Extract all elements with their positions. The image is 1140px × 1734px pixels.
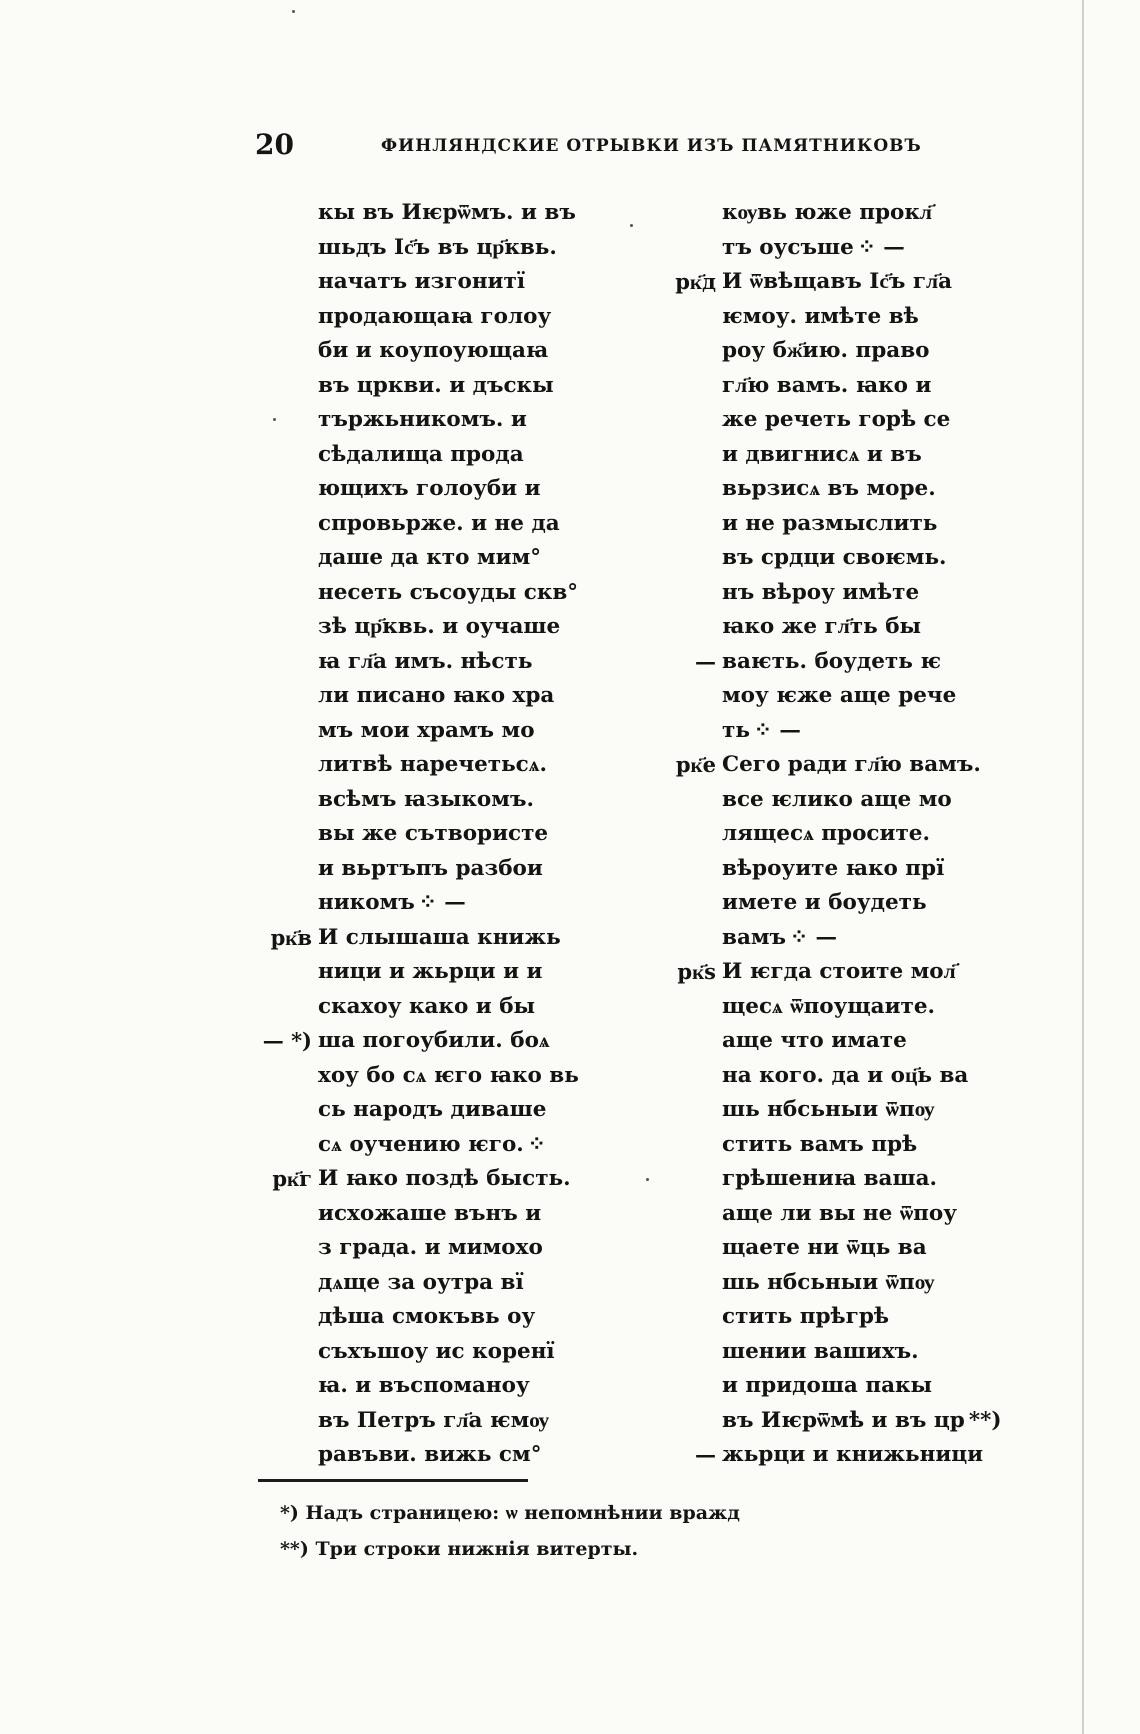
verse-marker: рк҃в (270, 924, 312, 950)
text-line (722, 576, 1002, 611)
line-text: всѣмъ ꙗзыкомъ. (318, 786, 534, 812)
line-text: щаете ни ѿць ва (722, 1235, 927, 1260)
line-text: литвѣ наречетьсѧ. (318, 752, 548, 777)
line-text: аще ли вы не ѿпоу (722, 1200, 957, 1226)
line-text: тържьникомъ. и (318, 407, 527, 432)
line-trail-mark: ⁘ — (418, 890, 466, 915)
line-text: все ѥлико аще мо (722, 786, 952, 812)
text-line (722, 1369, 1002, 1404)
footnote-1: *) Надъ страницею: ѡ непомнѣнии вражд (280, 1502, 740, 1524)
line-text: кѹвь юже прокл҃ (722, 200, 932, 225)
text-line (318, 369, 579, 404)
line-text: мъ мои храмъ мо (318, 717, 535, 743)
line-text: вѣроуите ꙗко прї (722, 855, 945, 881)
text-line (722, 231, 1002, 266)
line-text: исхожаше вънъ и (318, 1200, 542, 1226)
line-text: вамъ (722, 924, 787, 950)
text-line (722, 817, 1002, 852)
text-line (318, 1266, 579, 1301)
line-text: шьдъ Іс҃ъ въ цр҃квь. (318, 234, 557, 260)
text-line (722, 1024, 1002, 1059)
text-line (318, 300, 579, 335)
line-text: въ срдци своѥмь. (722, 545, 947, 570)
line-text: ꙗко же гл҃ть бы (722, 614, 922, 639)
text-line (722, 403, 1002, 438)
text-line (318, 1093, 579, 1128)
text-line (318, 196, 579, 231)
text-line (722, 472, 1002, 507)
text-line (318, 645, 579, 680)
verse-marker: рк҃е (675, 752, 716, 777)
text-line (695, 645, 1002, 680)
line-text: на кого. да и оц҃ь ва (722, 1062, 969, 1088)
text-line (675, 748, 1002, 783)
line-text: лящесѧ просите. (722, 821, 930, 846)
text-line (722, 679, 1002, 714)
line-text: скахоу како и бы (318, 993, 536, 1019)
line-text: продающаꙗ голоу (318, 303, 552, 329)
line-text: даше да кто мим° (318, 545, 541, 570)
text-line (318, 714, 579, 749)
line-text: грѣшениꙗ ваша. (722, 1166, 937, 1191)
line-trail-mark: ⁘ — (790, 924, 838, 950)
line-text: и двигнисѧ и въ (722, 441, 922, 467)
line-text: жьрци и книжьници (722, 1442, 984, 1467)
text-line (318, 1128, 579, 1163)
text-line (318, 1231, 579, 1266)
text-line (318, 1404, 579, 1439)
text-line (318, 265, 579, 300)
text-line (722, 1231, 1002, 1266)
text-line (722, 921, 1002, 956)
line-text: моу ѥже аще рече (722, 683, 957, 708)
line-text: гл҃ю вамъ. ꙗко и (722, 372, 932, 398)
text-line (318, 403, 579, 438)
line-text: имете и боудеть (722, 890, 927, 915)
text-line (318, 231, 579, 266)
line-text: вьрзисѧ въ море. (722, 476, 936, 501)
line-text: роу бж҃ию. право (722, 338, 930, 363)
line-text: ꙗ гл҃а имъ. нѣсть (318, 648, 533, 674)
text-line (722, 852, 1002, 887)
line-text: ꙗ. и въспоманоу (318, 1373, 530, 1398)
line-text: ша погоубили. боѧ (318, 1028, 550, 1053)
line-text: И ꙗко поздѣ бысть. (318, 1166, 571, 1191)
line-text: шении вашихъ. (722, 1338, 919, 1364)
text-line (272, 1162, 579, 1197)
page-number: 20 (255, 128, 294, 161)
print-speck (646, 1178, 649, 1181)
text-line (675, 265, 1002, 300)
line-text: въ Иѥрѿмѣ и въ цр (722, 1407, 965, 1433)
line-trail-mark: **) (968, 1407, 1002, 1433)
line-text: и не размыслить (722, 510, 938, 536)
text-line (722, 1404, 1002, 1439)
print-speck (630, 224, 633, 227)
line-text: никомъ (318, 890, 415, 915)
line-text: аще что имате (722, 1028, 907, 1053)
line-text: ваѥть. боудеть ѥ (722, 648, 942, 674)
text-line (722, 438, 1002, 473)
line-text: тъ оусъше (722, 234, 854, 260)
print-speck (292, 10, 295, 13)
text-line (722, 1128, 1002, 1163)
line-text: вы же сътвористе (318, 821, 549, 846)
line-text: несеть съсоуды скв° (318, 579, 579, 605)
line-text: зѣ цр҃квь. и оучаше (318, 614, 561, 639)
text-line (318, 472, 579, 507)
line-text: шь нбсьныи ѿпѹ (722, 1097, 935, 1122)
text-line (722, 1266, 1002, 1301)
text-line (722, 196, 1002, 231)
line-text: Сего ради гл҃ю вамъ. (722, 752, 981, 777)
text-line (722, 1093, 1002, 1128)
text-line (695, 1438, 1002, 1473)
line-text: хоу бо сѧ ѥго ꙗко вь (318, 1062, 579, 1088)
text-line (318, 1335, 579, 1370)
text-line (318, 852, 579, 887)
page-edge-line (1082, 0, 1084, 1734)
text-line (318, 1059, 579, 1094)
text-line (722, 610, 1002, 645)
text-line (722, 714, 1002, 749)
text-line (722, 334, 1002, 369)
line-text: равъви. вижь см° (318, 1442, 542, 1467)
text-line (318, 886, 579, 921)
text-line (318, 576, 579, 611)
text-line (318, 955, 579, 990)
line-text: сѣдалища прода (318, 441, 524, 467)
line-text: И ѥгда стоите мол҃ (722, 959, 956, 984)
line-text: шь нбсьныи ѿпѹ (722, 1269, 935, 1295)
line-text: начатъ изгонитї (318, 269, 525, 294)
line-trail-mark: ⁘ — (857, 234, 905, 260)
line-text: ть (722, 717, 750, 743)
line-text: спровьрже. и не да (318, 510, 560, 536)
line-text: И слышаша книжь (318, 924, 561, 950)
text-line (722, 541, 1002, 576)
text-line (722, 1335, 1002, 1370)
text-line (318, 1369, 579, 1404)
text-line (318, 541, 579, 576)
text-line (318, 748, 579, 783)
text-line (318, 507, 579, 542)
footnote-rule (258, 1479, 528, 1482)
text-line (722, 300, 1002, 335)
line-text: съхъшоу ис коренї (318, 1338, 555, 1364)
text-line (318, 817, 579, 852)
verse-marker: — (695, 1442, 716, 1467)
text-line (722, 990, 1002, 1025)
text-line (722, 1162, 1002, 1197)
line-text: въ цркви. и дъскы (318, 372, 554, 398)
line-text: ѥмоу. имѣте вѣ (722, 303, 919, 329)
line-text: би и коупоующаꙗ (318, 338, 549, 363)
text-line (318, 610, 579, 645)
line-text: ли писано ꙗко хра (318, 683, 555, 708)
line-text: дѣша смокъвь оу (318, 1304, 536, 1329)
line-text: въ Петръ гл҃а ѥмѹ (318, 1407, 550, 1433)
line-text: нъ вѣроу имѣте (722, 579, 920, 605)
text-line (318, 679, 579, 714)
left-text-column (262, 196, 579, 1473)
footnote-2: **) Три строки нижнія витерты. (280, 1538, 639, 1560)
line-text: же речеть горѣ се (722, 407, 951, 432)
text-line (318, 334, 579, 369)
text-line (722, 507, 1002, 542)
line-text: сѧ оучению ѥго. (318, 1131, 524, 1157)
text-line (318, 1438, 579, 1473)
text-line (722, 1300, 1002, 1335)
line-trail-mark: ⁘ — (753, 717, 801, 743)
running-title: ФИНЛЯНДСКИЕ ОТРЫВКИ ИЗЪ ПАМЯТНИКОВЪ (381, 136, 922, 156)
verse-marker: рк҃д (675, 269, 716, 294)
text-line (318, 1300, 579, 1335)
text-line (722, 783, 1002, 818)
page-header (255, 128, 955, 168)
line-text: ници и жьрци и и (318, 959, 543, 984)
text-line (318, 1197, 579, 1232)
footnotes (280, 1495, 740, 1567)
text-line (722, 886, 1002, 921)
line-trail-mark: ⁘ (527, 1131, 546, 1157)
print-speck (273, 418, 276, 421)
text-line (270, 921, 579, 956)
line-text: и вьртъпъ разбои (318, 855, 543, 881)
line-text: стить вамъ прѣ (722, 1131, 918, 1157)
text-line (262, 1024, 579, 1059)
text-line (677, 955, 1002, 990)
line-text: ющихъ голоуби и (318, 476, 541, 501)
line-text: стить прѣгрѣ (722, 1304, 889, 1329)
line-text: дѧще за оутра вї (318, 1269, 524, 1295)
line-text: и придоша пакы (722, 1373, 933, 1398)
verse-marker: рк҃ѕ (677, 959, 716, 984)
verse-marker: — *) (262, 1028, 312, 1053)
text-line (318, 990, 579, 1025)
line-text: И ѿвѣщавъ Іс҃ъ гл҃а (722, 269, 953, 294)
text-line (722, 1197, 1002, 1232)
line-text: з града. и мимохо (318, 1235, 543, 1260)
text-line (722, 369, 1002, 404)
text-line (722, 1059, 1002, 1094)
right-text-column (675, 196, 1002, 1473)
line-text: кы въ Иѥрѿмъ. и въ (318, 200, 576, 225)
line-text: щесѧ ѿпоущаите. (722, 993, 936, 1019)
verse-marker: рк҃г (272, 1166, 312, 1191)
line-text: сь народъ диваше (318, 1097, 547, 1122)
verse-marker: — (695, 648, 716, 674)
text-line (318, 783, 579, 818)
text-line (318, 438, 579, 473)
